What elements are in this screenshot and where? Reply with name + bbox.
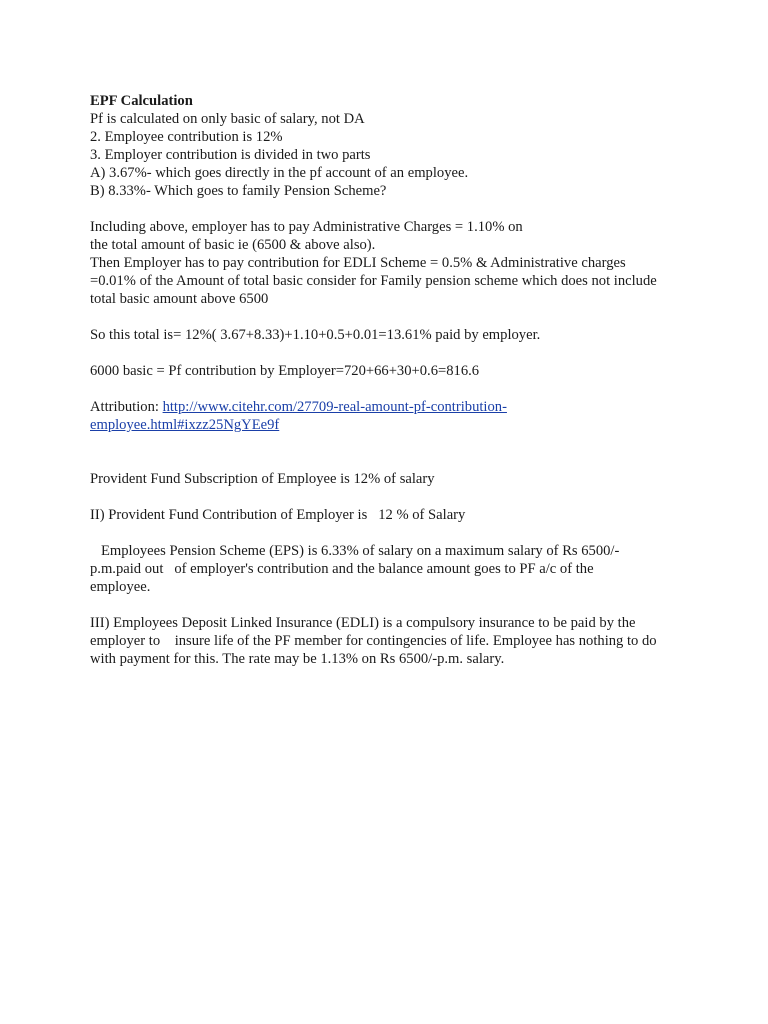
admin-charges-line: =0.01% of the Amount of total basic consider for Family pension scheme which does not include — [90, 273, 657, 289]
paragraph-gap — [90, 344, 690, 362]
intro-line: A) 3.67%- which goes directly in the pf account of an employee. — [90, 165, 469, 181]
edli-line: employer to insure life of the PF member for contingencies of life. Employee has nothing to do — [90, 633, 657, 649]
paragraph-gap — [90, 200, 690, 218]
employer-contribution-line: II) Provident Fund Contribution of Employer is 12 % of Salary — [90, 507, 466, 523]
attribution-line — [90, 398, 690, 416]
document-title: EPF Calculation — [90, 93, 193, 109]
example-line: 6000 basic = Pf contribution by Employer=720+66+30+0.6=816.6 — [90, 363, 480, 379]
intro-line: 2. Employee contribution is 12% — [90, 129, 283, 145]
attribution-label: Attribution: — [90, 399, 163, 415]
subscription-line: Provident Fund Subscription of Employee is 12% of salary — [90, 471, 435, 487]
paragraph-gap — [90, 452, 690, 470]
attribution-line — [90, 416, 690, 434]
paragraph-gap — [90, 524, 690, 542]
paragraph-gap — [90, 488, 690, 506]
intro-line: Pf is calculated on only basic of salary, not DA — [90, 111, 365, 127]
paragraph-gap — [90, 596, 690, 614]
paragraph-gap — [90, 434, 690, 452]
eps-line: Employees Pension Scheme (EPS) is 6.33% of salary on a maximum salary of Rs 6500/- — [90, 543, 620, 559]
admin-charges-line: total basic amount above 6500 — [90, 291, 269, 307]
admin-charges-line: Then Employer has to pay contribution for EDLI Scheme = 0.5% & Administrative charges — [90, 255, 626, 271]
admin-charges-line: Including above, employer has to pay Administrative Charges = 1.10% on — [90, 219, 523, 235]
total-line: So this total is= 12%( 3.67+8.33)+1.10+0.5+0.01=13.61% paid by employer. — [90, 327, 541, 343]
document-body — [90, 92, 690, 668]
paragraph-gap — [90, 308, 690, 326]
intro-line: B) 8.33%- Which goes to family Pension Scheme? — [90, 183, 387, 199]
edli-line: III) Employees Deposit Linked Insurance (EDLI) is a compulsory insurance to be paid by the — [90, 615, 636, 631]
paragraph-gap — [90, 380, 690, 398]
eps-line: p.m.paid out of employer's contribution and the balance amount goes to PF a/c of the — [90, 561, 594, 577]
edli-line: with payment for this. The rate may be 1.13% on Rs 6500/-p.m. salary. — [90, 651, 505, 667]
eps-line: employee. — [90, 579, 151, 595]
attribution-link[interactable]: http://www.citehr.com/27709-real-amount-pf-contribution- — [162, 399, 507, 415]
admin-charges-line: the total amount of basic ie (6500 & above also). — [90, 237, 376, 253]
intro-line: 3. Employer contribution is divided in two parts — [90, 147, 371, 163]
attribution-link-continued[interactable]: employee.html#ixzz25NgYEe9f — [90, 417, 280, 433]
